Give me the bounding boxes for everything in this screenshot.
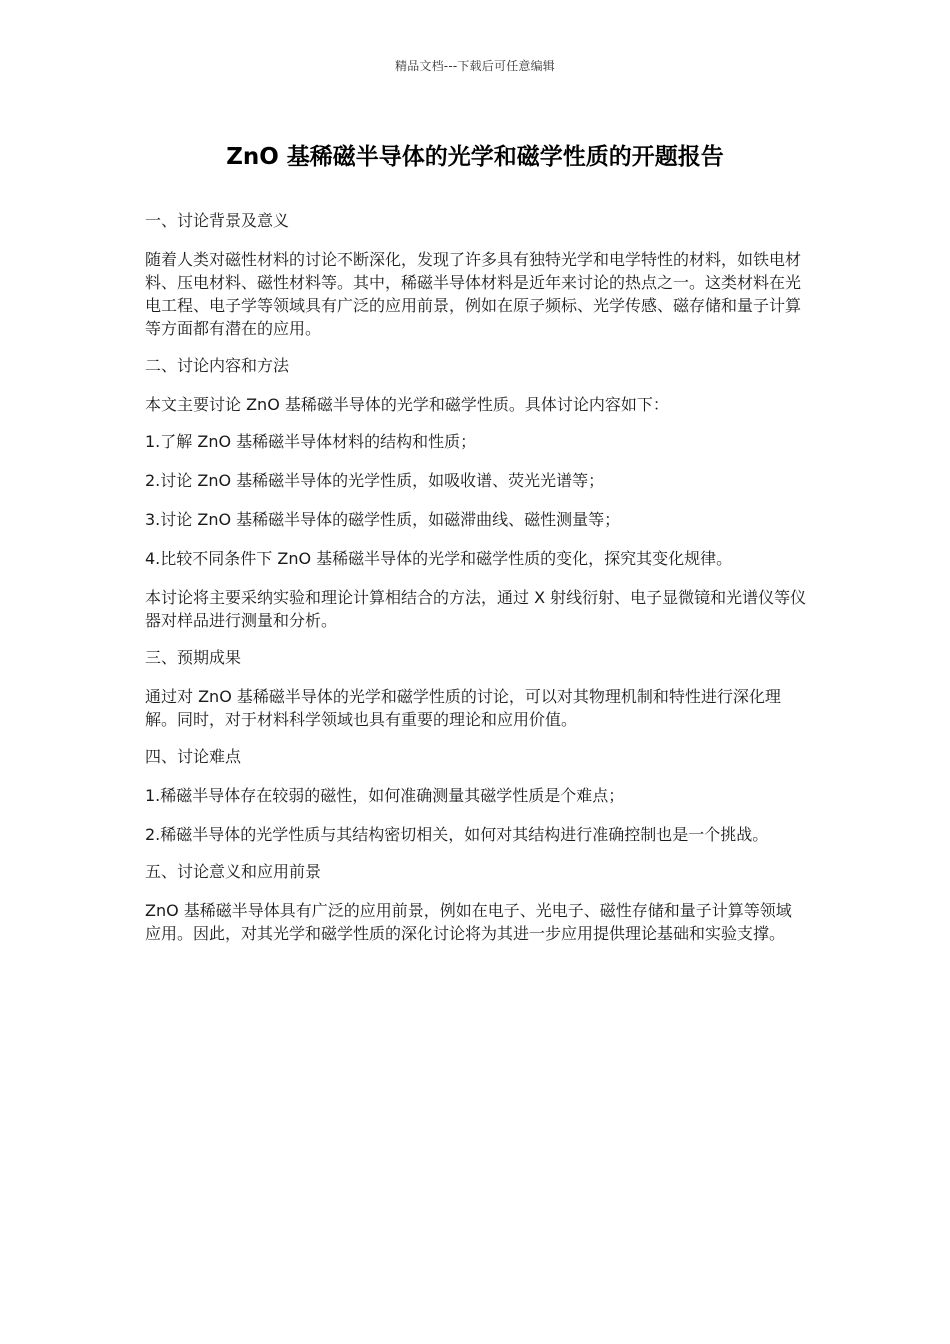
- section-heading-significance: 五、讨论意义和应用前景: [145, 862, 322, 881]
- list-item-difficulty-2: 2.稀磁半导体的光学性质与其结构密切相关，如何对其结构进行准确控制也是一个挑战。: [145, 825, 769, 844]
- page-header-note: 精品文档---下载后可任意编辑: [395, 59, 555, 73]
- list-item-content-4: 4.比较不同条件下 ZnO 基稀磁半导体的光学和磁学性质的变化，探究其变化规律。: [145, 549, 733, 568]
- list-item-content-1: 1.了解 ZnO 基稀磁半导体材料的结构和性质；: [145, 432, 477, 451]
- section-heading-expected-results: 三、预期成果: [145, 648, 242, 667]
- section-heading-difficulties: 四、讨论难点: [145, 747, 242, 766]
- paragraph-methods: 本讨论将主要采纳实验和理论计算相结合的方法，通过 X 射线衍射、电子显微镜和光谱仪等仪器对样品进行测量和分析。: [145, 588, 807, 630]
- section-heading-content-methods: 二、讨论内容和方法: [145, 356, 290, 375]
- list-item-difficulty-1: 1.稀磁半导体存在较弱的磁性，如何准确测量其磁学性质是个难点；: [145, 786, 625, 805]
- section-heading-background: 一、讨论背景及意义: [145, 211, 290, 230]
- paragraph-background: 随着人类对磁性材料的讨论不断深化，发现了许多具有独特光学和电学特性的材料，如铁电材料、压电材料、磁性材料等。其中，稀磁半导体材料是近年来讨论的热点之一。这类材料在光电工程、电子学等领域具有广泛的应用前景，例如在原子频标、光学传感、磁存储和量子计算等方面都有潜在的应用。: [145, 250, 802, 338]
- paragraph-significance: ZnO 基稀磁半导体具有广泛的应用前景，例如在电子、光电子、磁性存储和量子计算等领域应用。因此，对其光学和磁学性质的深化讨论将为其进一步应用提供理论基础和实验支撑。: [145, 901, 792, 943]
- list-item-content-3: 3.讨论 ZnO 基稀磁半导体的磁学性质，如磁滞曲线、磁性测量等；: [145, 510, 621, 529]
- document-title: ZnO 基稀磁半导体的光学和磁学性质的开题报告: [226, 144, 724, 170]
- list-item-content-2: 2.讨论 ZnO 基稀磁半导体的光学性质，如吸收谱、荧光光谱等；: [145, 471, 605, 490]
- document-body: [145, 209, 807, 959]
- paragraph-expected-results: 通过对 ZnO 基稀磁半导体的光学和磁学性质的讨论，可以对其物理机制和特性进行深化理解。同时，对于材料科学领域也具有重要的理论和应用价值。: [145, 687, 781, 729]
- paragraph-content-intro: 本文主要讨论 ZnO 基稀磁半导体的光学和磁学性质。具体讨论内容如下：: [145, 395, 669, 414]
